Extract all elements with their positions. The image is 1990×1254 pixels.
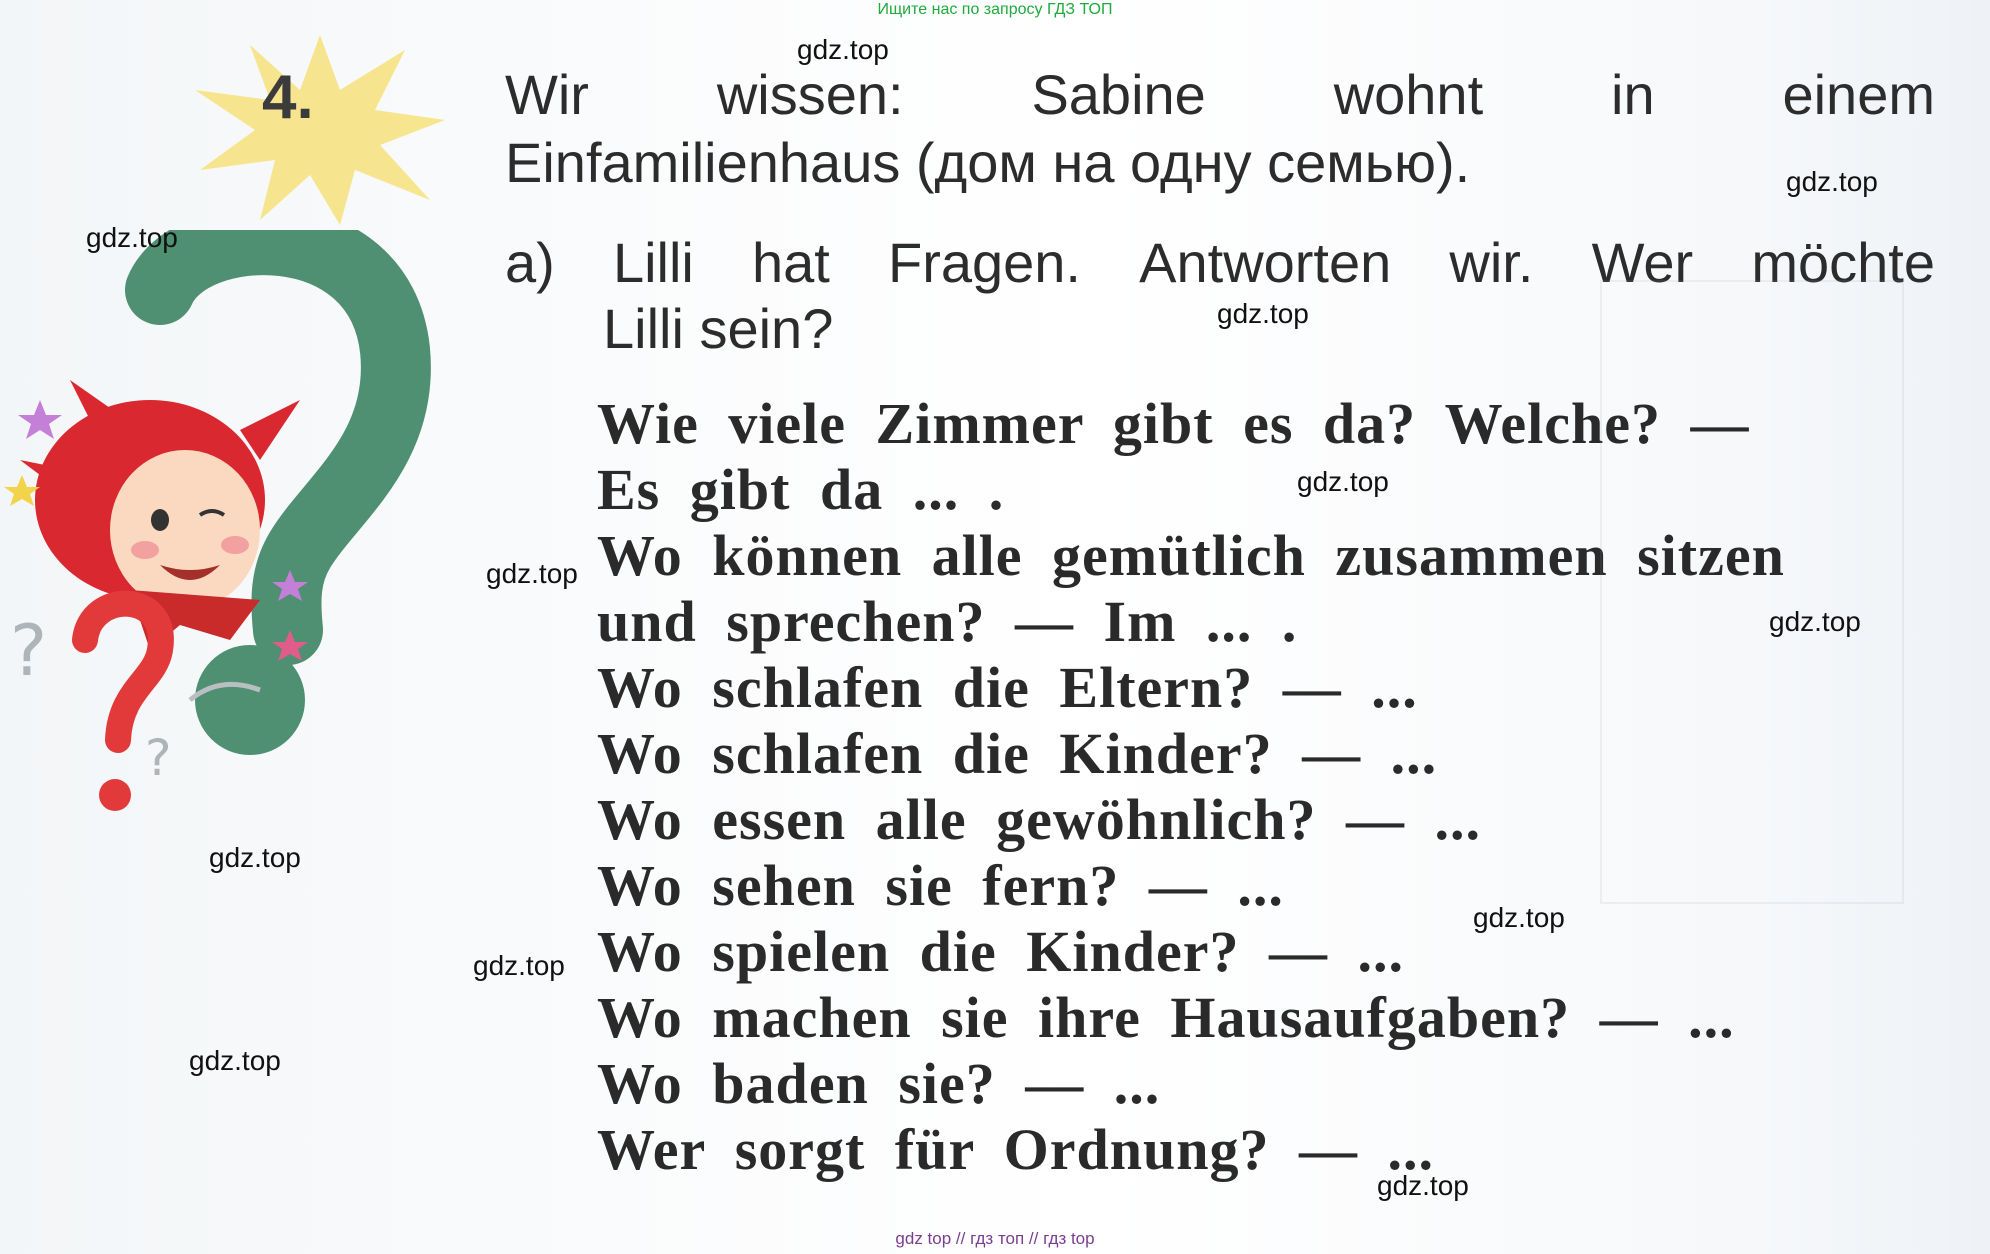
watermark: gdz.top: [1769, 606, 1861, 637]
intro-word: wissen:: [716, 63, 904, 126]
intro-word: in: [1611, 63, 1655, 126]
watermark: gdz.top: [797, 34, 889, 65]
question-line-7: Wo essen alle gewöhnlich? — ...: [597, 787, 1482, 852]
task-a-word: Antworten: [1139, 231, 1392, 294]
faint-background-table: [1600, 280, 1904, 904]
intro-word: Sabine: [1031, 63, 1206, 126]
question-line-9: Wo spielen die Kinder? — ...: [597, 919, 1404, 984]
sun-burst-decoration: [190, 30, 450, 230]
watermark: gdz.top: [473, 950, 565, 981]
watermark: gdz.top: [486, 558, 578, 589]
svg-text:?: ?: [10, 610, 48, 692]
watermark: gdz.top: [1377, 1170, 1469, 1201]
task-a-word: Wer: [1591, 231, 1694, 294]
task-a-word: Lilli: [612, 231, 694, 294]
question-line-8: Wo sehen sie fern? — ...: [597, 853, 1284, 918]
footer-note[interactable]: gdz top // гдз топ // гдз top: [895, 1229, 1095, 1248]
watermark: gdz.top: [189, 1045, 281, 1076]
intro-word: einem: [1782, 63, 1935, 126]
question-text: Wie viele Zimmer gibt es da? Welche? —: [597, 391, 1750, 456]
header-note[interactable]: Ищите нас по запросу ГДЗ ТОП: [877, 1, 1113, 18]
task-a-word: wir.: [1449, 231, 1534, 294]
question-line-3: Wo können alle gemütlich zusammen sitzen: [597, 523, 1785, 588]
watermark: gdz.top: [1473, 902, 1565, 933]
task-a-line-2: Lilli sein?: [603, 297, 834, 360]
watermark: gdz.top: [1217, 298, 1309, 329]
task-a-word: hat: [752, 231, 830, 294]
intro-line-2: Einfamilienhaus (дом на одну семью).: [505, 131, 1471, 194]
question-line-10: Wo machen sie ihre Hausaufgaben? — ...: [597, 985, 1735, 1050]
question-line-2: Es gibt da ... .: [597, 457, 1005, 522]
question-line-6: Wo schlafen die Kinder? — ...: [597, 721, 1438, 786]
watermark: gdz.top: [86, 222, 178, 253]
task-number: 4.: [262, 63, 314, 132]
girl-question-illustration: [0, 230, 440, 830]
intro-line-1: [505, 62, 1935, 127]
task-a-word: a): [505, 231, 555, 294]
question-line-12: Wer sorgt für Ordnung? — ...: [597, 1117, 1435, 1182]
question-line-5: Wo schlafen die Eltern? — ...: [597, 655, 1418, 720]
intro-word: Wir: [505, 63, 589, 126]
svg-text:?: ?: [145, 729, 172, 787]
question-line-4: und sprechen? — Im ... .: [597, 589, 1298, 654]
task-a-word: Fragen.: [888, 231, 1081, 294]
question-line-11: Wo baden sie? — ...: [597, 1051, 1161, 1116]
task-a-word: möchte: [1751, 231, 1935, 294]
watermark: gdz.top: [1786, 166, 1878, 197]
watermark: gdz.top: [1297, 466, 1389, 497]
watermark: gdz.top: [209, 842, 301, 873]
intro-word: wohnt: [1333, 63, 1484, 126]
